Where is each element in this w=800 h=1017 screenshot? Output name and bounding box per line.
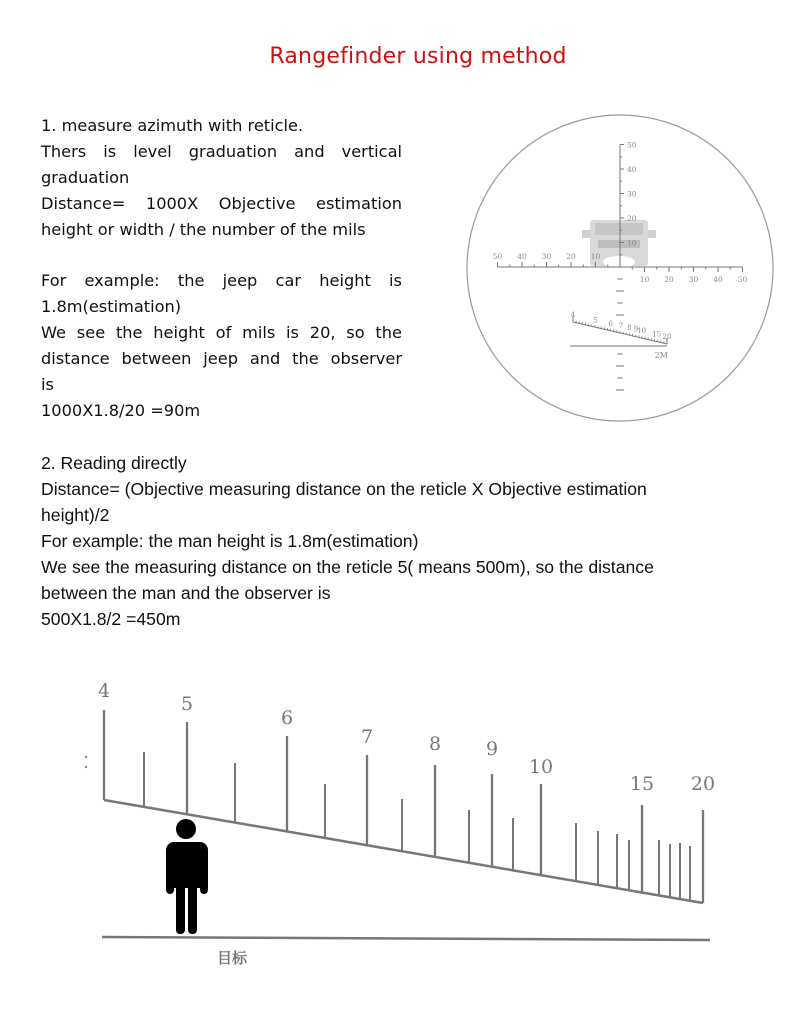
page-title: Rangefinder using method bbox=[269, 44, 567, 69]
margin-dot bbox=[85, 756, 87, 758]
text-line: graduation bbox=[41, 168, 130, 187]
horizontal-left-label: 50 bbox=[492, 252, 503, 261]
vertical-tick-label: 10 bbox=[627, 238, 637, 248]
ruler-labels bbox=[98, 680, 715, 795]
text-line: For example: the jeep car height is bbox=[41, 271, 402, 290]
ground-line bbox=[102, 937, 710, 940]
ruler-label: 4 bbox=[97, 680, 111, 702]
text-line: We see the measuring distance on the reticle 5( means 500m), so the distance bbox=[41, 557, 654, 577]
horizontal-left-label: 20 bbox=[566, 252, 576, 261]
vertical-tick-label: 30 bbox=[627, 189, 637, 199]
ground-label: 目标 bbox=[216, 949, 248, 967]
stadia-label: 5 bbox=[593, 316, 598, 325]
ruler-label: 20 bbox=[690, 773, 716, 795]
horizontal-right-label: 10 bbox=[639, 275, 650, 284]
horizontal-left-label: 30 bbox=[541, 252, 552, 261]
stadia-label: 15 bbox=[652, 330, 662, 339]
text-line: 500X1.8/2 =450m bbox=[41, 609, 181, 629]
horizontal-left-label: 10 bbox=[590, 252, 601, 261]
ruler-label: 6 bbox=[280, 707, 294, 729]
vertical-tick-label: 20 bbox=[627, 214, 637, 223]
text-line: is bbox=[41, 375, 54, 394]
ruler-label: 9 bbox=[485, 738, 499, 760]
vertical-tick-label: 40 bbox=[627, 165, 637, 174]
ruler-label: 7 bbox=[360, 726, 374, 748]
stadia-reference-label: 2M bbox=[654, 351, 668, 360]
text-line: 1000X1.8/20 =90m bbox=[41, 401, 201, 420]
stadia-label: 20 bbox=[662, 333, 672, 341]
stadia-label: 9 bbox=[633, 325, 639, 334]
text-line: height or width / the number of the mils bbox=[41, 220, 366, 239]
stadia-label: 8 bbox=[627, 324, 632, 333]
text-line: Distance= (Objective measuring distance on the reticle X Objective estimation bbox=[41, 479, 647, 499]
text-line: 1.8m(estimation) bbox=[41, 297, 182, 316]
text-line: height)/2 bbox=[41, 505, 110, 525]
vertical-tick-label: 50 bbox=[627, 140, 637, 150]
text-line: We see the height of mils is 20, so the bbox=[41, 323, 402, 342]
text-line: distance between jeep and the observer bbox=[41, 349, 402, 368]
ruler-label: 15 bbox=[629, 773, 655, 795]
ruler-label: 10 bbox=[528, 756, 554, 778]
horizontal-right-label: 50 bbox=[737, 275, 748, 284]
horizontal-right-label: 30 bbox=[688, 275, 699, 284]
ruler-label: 8 bbox=[428, 733, 442, 755]
section-1-heading: 1. measure azimuth with reticle. bbox=[41, 116, 304, 135]
stadia-label: 7 bbox=[618, 322, 624, 331]
text-line: Thers is level graduation and vertical bbox=[41, 142, 402, 161]
text-line: Distance= 1000X Objective estimation bbox=[41, 194, 402, 213]
stadia-label: 10 bbox=[637, 327, 647, 336]
text-line: For example: the man height is 1.8m(estimation) bbox=[41, 531, 419, 551]
stadia-label: 6 bbox=[608, 319, 613, 328]
section-2-heading: 2. Reading directly bbox=[41, 453, 187, 473]
stadia-label: 4 bbox=[570, 311, 576, 319]
text-line: between the man and the observer is bbox=[41, 583, 331, 603]
horizontal-right-label: 40 bbox=[713, 275, 723, 284]
margin-dot bbox=[85, 766, 87, 768]
horizontal-right-label: 20 bbox=[664, 275, 674, 284]
ruler-label: 5 bbox=[180, 693, 194, 715]
horizontal-left-label: 40 bbox=[517, 252, 527, 261]
person-icon bbox=[166, 819, 208, 934]
